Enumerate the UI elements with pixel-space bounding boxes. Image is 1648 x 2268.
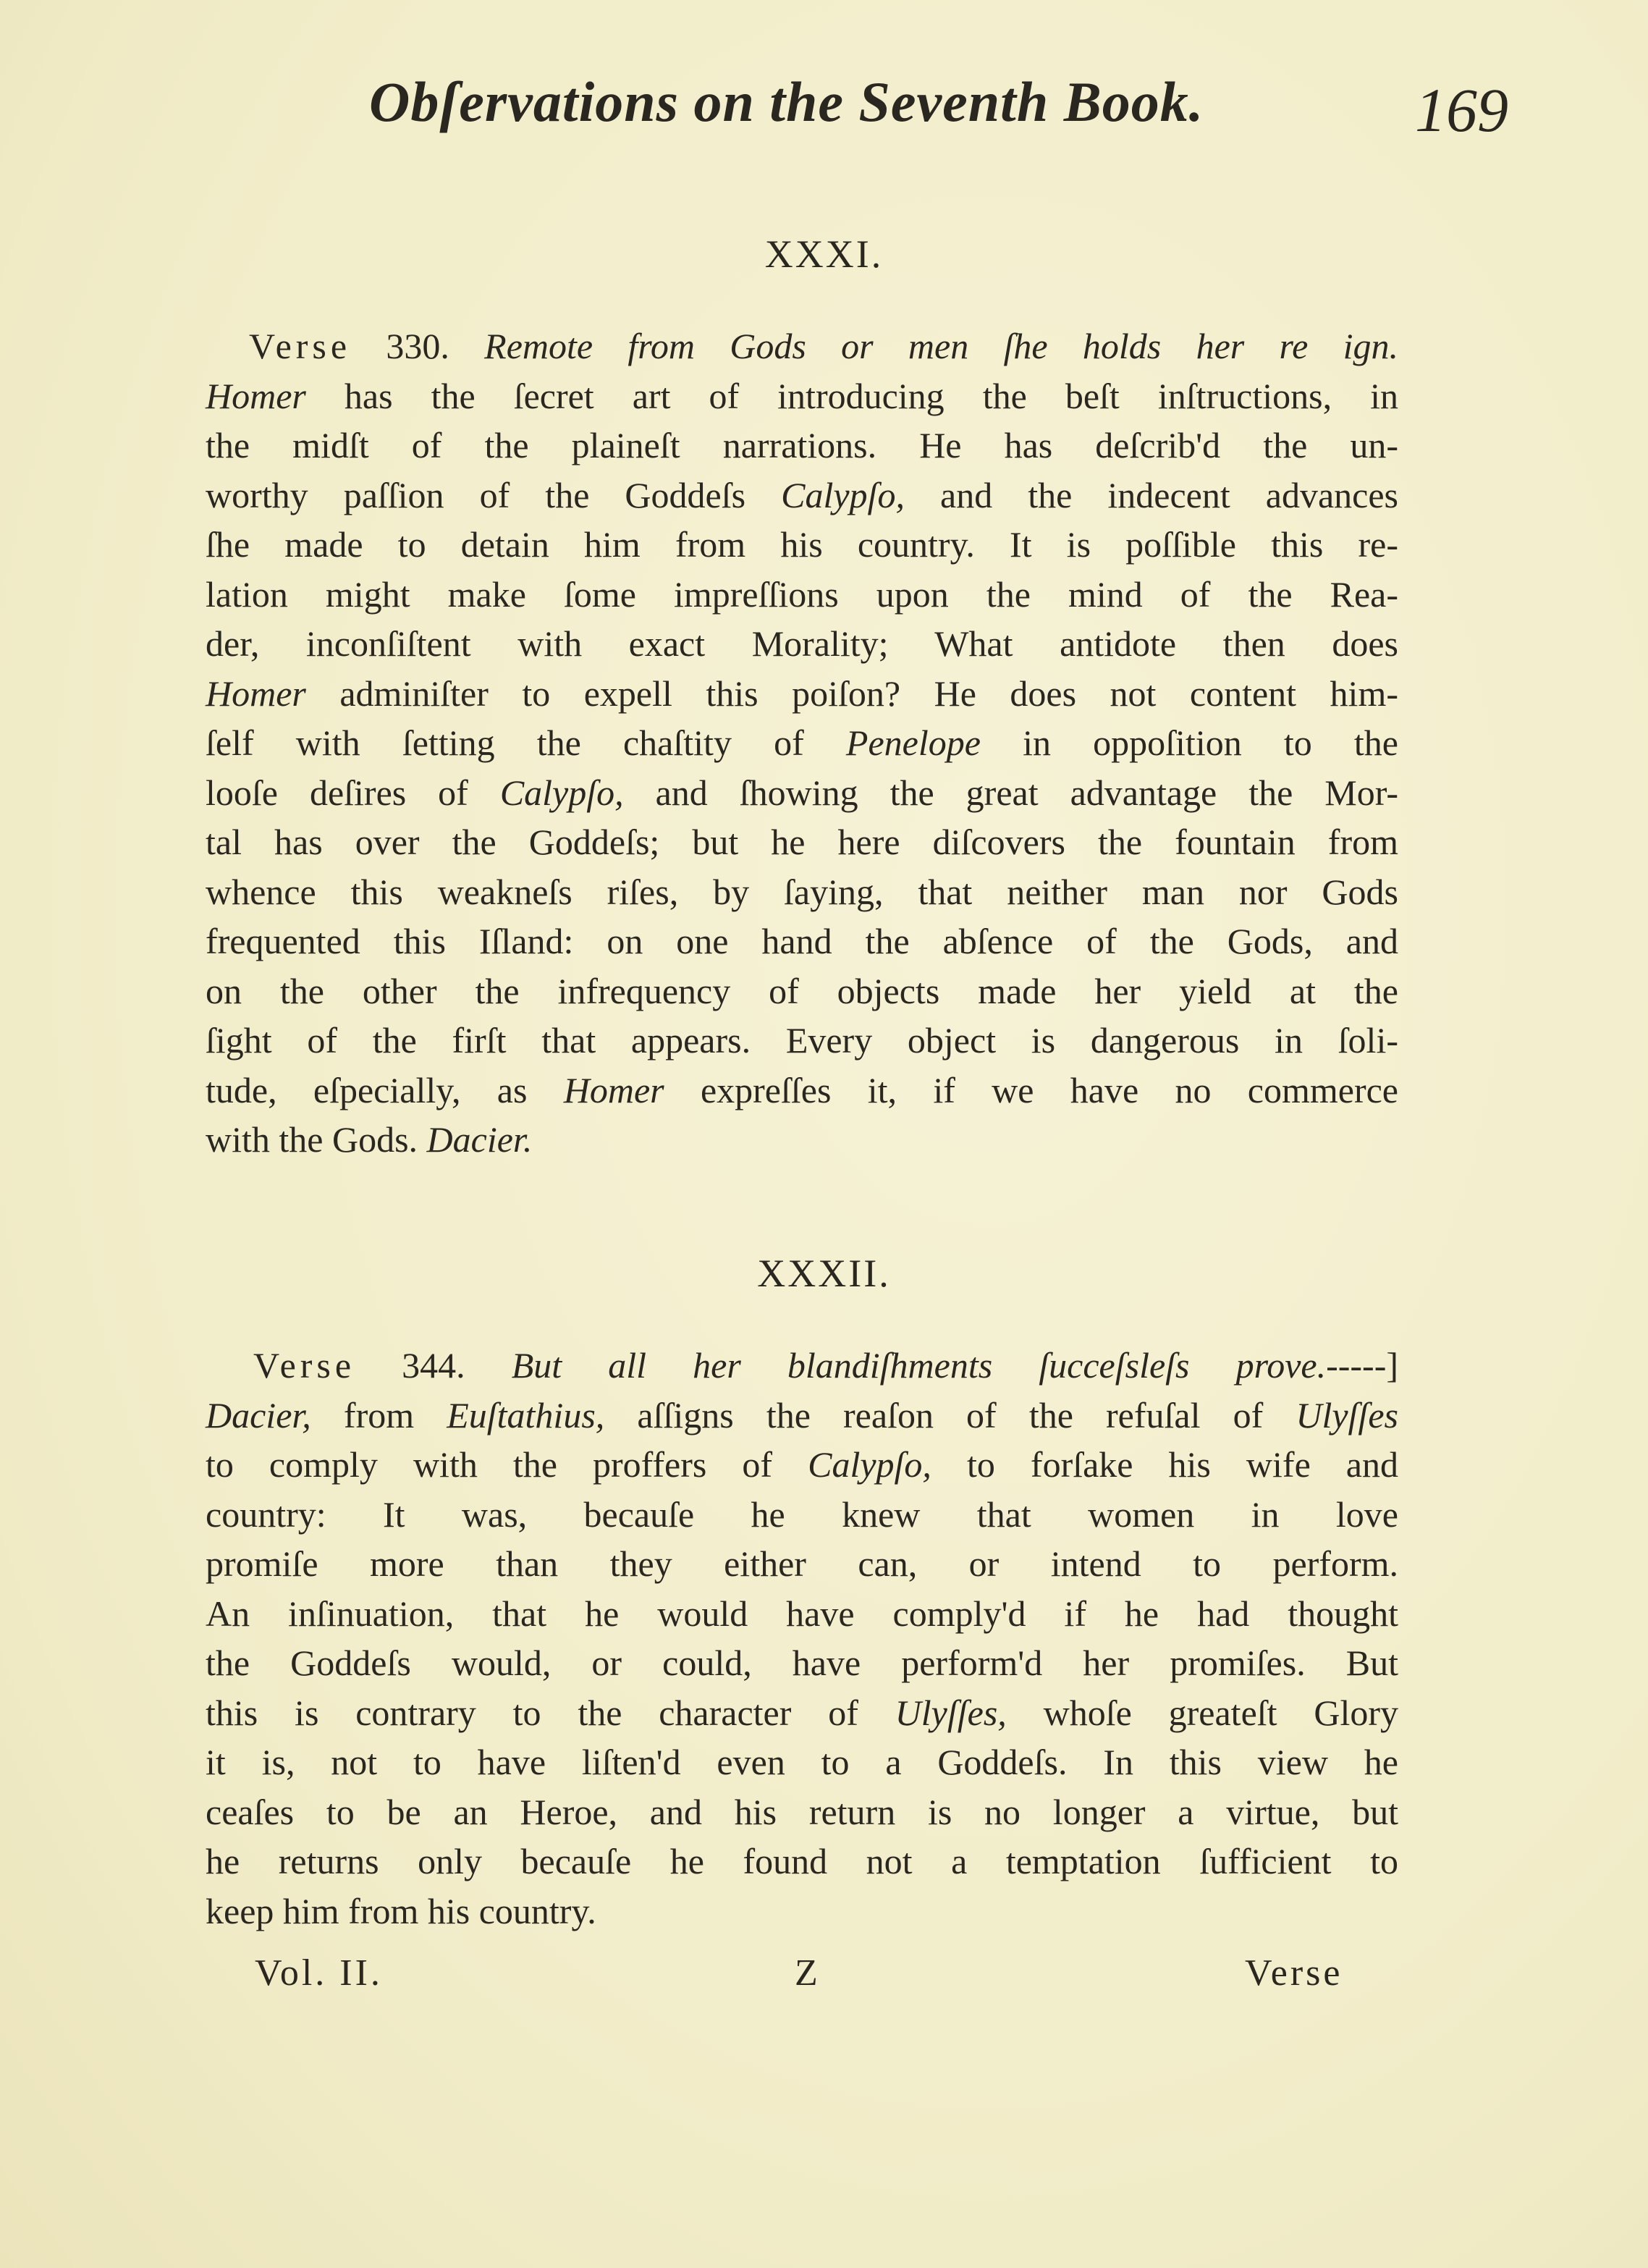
text-line: promiſe more than they either can, or intend to perform. xyxy=(206,1543,1398,1584)
line-text: and the indecent advances xyxy=(904,474,1398,515)
name-ref: Calypſo, xyxy=(808,1444,931,1485)
line-text: with the Gods. xyxy=(206,1119,427,1160)
text-line: ſight of the firſt that appears. Every object is dangerous in ſoli- xyxy=(206,1020,1398,1061)
text-line xyxy=(206,718,1398,768)
text-line xyxy=(206,371,1398,421)
text-line xyxy=(206,321,1398,371)
text-line: ſhe made to detain him from his country. It is poſſible this re- xyxy=(206,524,1398,565)
text-line: An inſinuation, that he would have comply'd if he had thought xyxy=(206,1593,1398,1634)
line-text: in oppoſition to the xyxy=(980,722,1399,763)
verse-label: Verse xyxy=(253,1345,356,1386)
text-line: keep him from his country. xyxy=(206,1890,596,1931)
page-header xyxy=(0,69,1648,156)
text-line: the midſt of the plaineſt narrations. He has deſcrib'd the un- xyxy=(206,425,1398,465)
paragraph-xxxi xyxy=(206,321,1398,1165)
line-text: this is contrary to the character of xyxy=(206,1692,895,1733)
name-ref: Homer xyxy=(563,1069,664,1110)
line-text: from xyxy=(310,1394,447,1436)
line-text: to forſake his wife and xyxy=(931,1444,1399,1485)
name-ref: Homer xyxy=(206,375,306,416)
name-ref: Ulyſſes, xyxy=(895,1692,1007,1733)
text-line xyxy=(206,471,1398,520)
name-ref: Calypſo, xyxy=(499,772,624,813)
text-line: he returns only becauſe he found not a temptation ſufficient to xyxy=(206,1841,1398,1881)
verse-label: Verse xyxy=(249,326,352,366)
text-line xyxy=(206,1341,1398,1391)
text-line: ceaſes to be an Heroe, and his return is no longer a virtue, but xyxy=(206,1791,1398,1832)
line-text: expreſſes it, if we have no commerce xyxy=(664,1069,1398,1110)
text-line xyxy=(206,1391,1398,1441)
text-line xyxy=(206,1066,1398,1116)
name-ref: Penelope xyxy=(845,722,981,763)
text-line xyxy=(206,1115,1398,1165)
name-ref: Homer xyxy=(206,673,306,714)
text-line xyxy=(206,1688,1398,1738)
verse-number: 344. xyxy=(355,1345,512,1386)
line-text: to comply with the proffers of xyxy=(206,1444,808,1485)
line-text: whoſe greateſt Glory xyxy=(1006,1692,1399,1733)
verse-quote: But all her blandiſhments ſucceſsleſs prove. xyxy=(511,1345,1327,1386)
line-text: worthy paſſion of the Goddeſs xyxy=(206,474,782,515)
paragraph-xxxii xyxy=(206,1341,1398,1936)
line-text: adminiſter to expell this poiſon? He does not content him- xyxy=(305,673,1398,714)
volume-label: Vol. II. xyxy=(255,1952,383,1994)
text-line: country: It was, becauſe he knew that women in love xyxy=(206,1493,1398,1535)
text-line: on the other the infrequency of objects made her yield at the xyxy=(206,970,1398,1011)
line-text: ſelf with ſetting the chaſtity of xyxy=(206,722,846,763)
name-ref: Euſtathius, xyxy=(447,1394,605,1436)
text-line xyxy=(206,669,1398,719)
text-line: lation might make ſome impreſſions upon the mind of the Rea- xyxy=(206,573,1398,615)
text-line: frequented this Iſland: on one hand the abſence of the Gods, and xyxy=(206,921,1398,961)
text-line xyxy=(206,1440,1398,1490)
text-line xyxy=(206,768,1398,818)
line-text: has the ſecret art of introducing the beſt inſtructions, in xyxy=(305,375,1398,416)
section-number-xxxii: XXXII. xyxy=(757,1252,891,1295)
text-line: the Goddeſs would, or could, have perform'd her promiſes. But xyxy=(206,1643,1398,1683)
author-attribution: Dacier. xyxy=(426,1119,533,1160)
line-text: tude, eſpecially, as xyxy=(206,1069,564,1110)
text-line: der, inconſiſtent with exact Morality; What antidote then does xyxy=(206,623,1398,664)
name-ref: Ulyſſes xyxy=(1296,1394,1398,1436)
text-line: whence this weakneſs riſes, by ſaying, that neither man nor Gods xyxy=(206,871,1398,912)
text-line: it is, not to have liſten'd even to a Goddeſs. In this view he xyxy=(206,1742,1398,1782)
line-text: looſe deſires of xyxy=(206,772,500,813)
signature-mark: Z xyxy=(795,1952,821,1994)
section-number-xxxi: XXXI. xyxy=(764,232,884,276)
line-text: aſſigns the reaſon of the refuſal of xyxy=(604,1394,1296,1436)
page-number: 169 xyxy=(1415,75,1508,145)
name-ref: Dacier, xyxy=(206,1394,311,1436)
verse-quote: Remote from Gods or men ſhe holds her re ign. xyxy=(484,326,1399,366)
line-text: -----] xyxy=(1326,1345,1398,1386)
name-ref: Calypſo, xyxy=(781,474,905,515)
page-footer xyxy=(0,1952,1648,2010)
catchword: Verse xyxy=(1245,1952,1343,1994)
running-title: Obſervations on the Seventh Book. xyxy=(369,70,1204,133)
text-line: tal has over the Goddeſs; but he here diſcovers the fountain from xyxy=(206,822,1398,862)
verse-number: 330. xyxy=(351,326,485,366)
line-text: and ſhowing the great advantage the Mor- xyxy=(623,772,1398,813)
